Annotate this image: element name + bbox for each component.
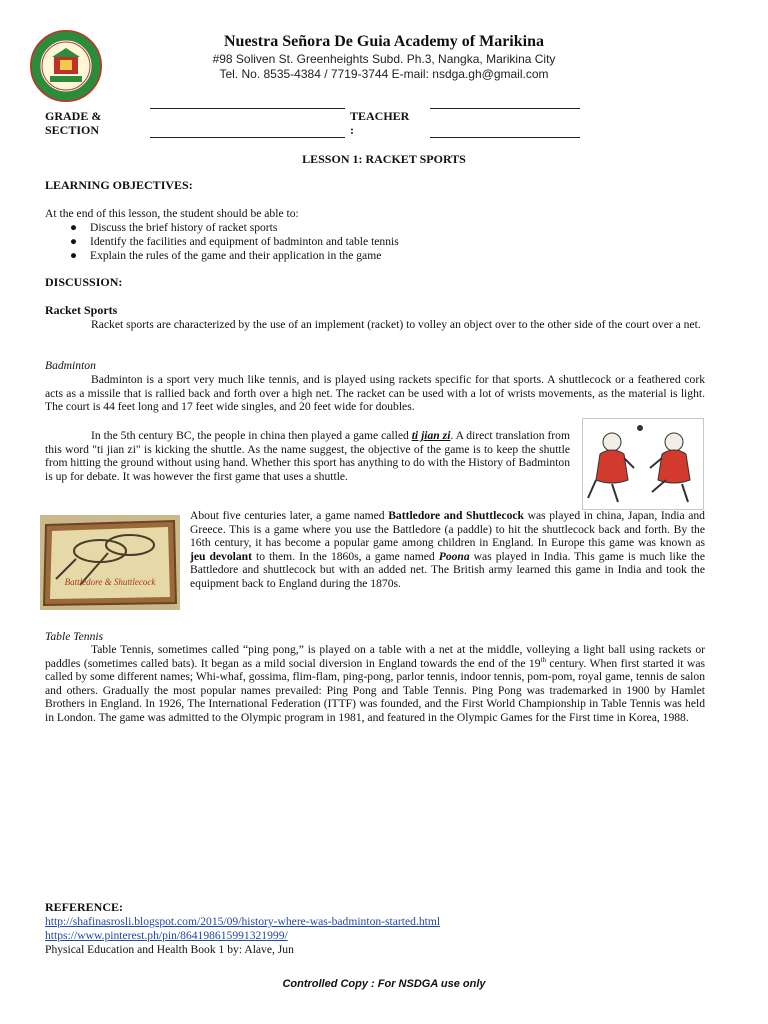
discussion-heading: DISCUSSION:: [45, 275, 123, 289]
objectives-heading: LEARNING OBJECTIVES:: [45, 178, 193, 192]
racket-sports-paragraph: Racket sports are characterized by the use of an implement (racket) to volley an object over to the other side of the court over a net.: [91, 318, 701, 331]
lesson-title: LESSON 1: RACKET SPORTS: [302, 152, 466, 166]
reference-heading: REFERENCE:: [45, 900, 124, 914]
school-address: #98 Soliven St. Greenheights Subd. Ph.3, Nangka, Marikina City: [212, 52, 556, 66]
school-logo: [30, 30, 102, 102]
badminton-paragraph-3: About five centuries later, a game named Battledore and Shuttlecock was played in china, Japan, India and Greece. This is a game where you use the Battledore (a paddle) to hit the shuttlecock back and forth. By the 16th century, it has become a popular game among children in England. In Europe this game was known as jeu devolant to them. In the 1860s, a game named Poona was played in India. This game is much like the Battledore and shuttlecock but with an added net. The British army learned this game in India and took the equipment back to England during the 1870s.: [190, 509, 705, 590]
table-tennis-heading: Table Tennis: [45, 630, 104, 643]
badminton-heading: Badminton: [45, 359, 96, 372]
grade-section-label: [45, 109, 101, 137]
objective-item: ● Identify the facilities and equipment of badminton and table tennis: [70, 235, 399, 248]
section-field-line-2[interactable]: [150, 137, 345, 138]
reference-link-blogspot[interactable]: http://shafinasrosli.blogspot.com/2015/09/history-where-was-badminton-started.html: [45, 915, 441, 928]
badminton-paragraph-2: In the 5th century BC, the people in china then played a game called ti jian zi. A direct translation from this word "ti jian zi" is kicking the shuttle. As the name suggest, the objective of the game is to keep the shuttle from hitting the ground without using hand. Whether this sport has anything to do with the History of Badminton is up for debate. It was however the first game that uses a shuttle.: [45, 429, 570, 483]
school-header: [150, 32, 618, 82]
controlled-copy-footer: Controlled Copy : For NSDGA use only: [282, 978, 486, 990]
school-name: Nuestra Señora De Guia Academy of Marikina: [224, 33, 544, 50]
reference-book: Physical Education and Health Book 1 by: Alave, Jun: [45, 943, 294, 956]
grade-label-line1: GRADE &: [45, 109, 102, 123]
objective-item: ● Explain the rules of the game and their application in the game: [70, 249, 382, 262]
school-contact: Tel. No. 8535-4384 / 7719-3744 E-mail: nsdga.gh@gmail.com: [219, 67, 549, 81]
ti-jian-zi-illustration: [582, 418, 704, 510]
grade-field-line-1[interactable]: [150, 108, 345, 109]
teacher-label: [350, 109, 409, 137]
racket-sports-heading: Racket Sports: [45, 303, 118, 317]
teacher-label-line2: :: [350, 123, 354, 137]
teacher-field-line-1[interactable]: [430, 108, 580, 109]
box-label: Battledore & Shuttlecock: [64, 577, 156, 587]
teacher-label-line1: TEACHER: [350, 109, 410, 123]
battledore-shuttlecock-photo: [40, 515, 180, 610]
grade-label-line2: SECTION: [45, 123, 100, 137]
table-tennis-paragraph: Table Tennis, sometimes called “ping pong,” is played on a table with a net at the middle, volleying a light ball using rackets or paddles (sometimes called bats). It began as a mild social diversion in England towards the end of the 19th century. When first started it was called by some different names; Whi-whaf, gossima, flim-flam, ping-pong, parlor tennis, indoor tennis, pom-pom, royal game, tennis de salon and others. Gradually the most popular names prevailed: Ping Pong and Table Tennis. Ping Pong was trademarked in 1900 by Hamlet Brothers in England. In 1926, The International Federation (ITTF) was founded, and the First World Championship in Table Tennis was held in London. The game was admitted to the Olympic program in 1981, and featured in the Olympic Games for the First time in Korea, 1988.: [45, 643, 705, 724]
objectives-intro: At the end of this lesson, the student should be able to:: [45, 207, 299, 220]
objective-item: ● Discuss the brief history of racket sports: [70, 221, 278, 234]
teacher-field-line-2[interactable]: [430, 137, 580, 138]
reference-link-pinterest[interactable]: https://www.pinterest.ph/pin/864198615991321999/: [45, 929, 288, 942]
badminton-paragraph-1: Badminton is a sport very much like tennis, and is played using rackets specific for that sports. A shuttlecock or a feathered cork acts as a missile that is rallied back and forth over a high net. The racket can be used with a lot of wrists movements, as the material is light. The court is 44 feet long and 17 feet wide singles, and 20 feet wide for doubles.: [45, 373, 705, 414]
